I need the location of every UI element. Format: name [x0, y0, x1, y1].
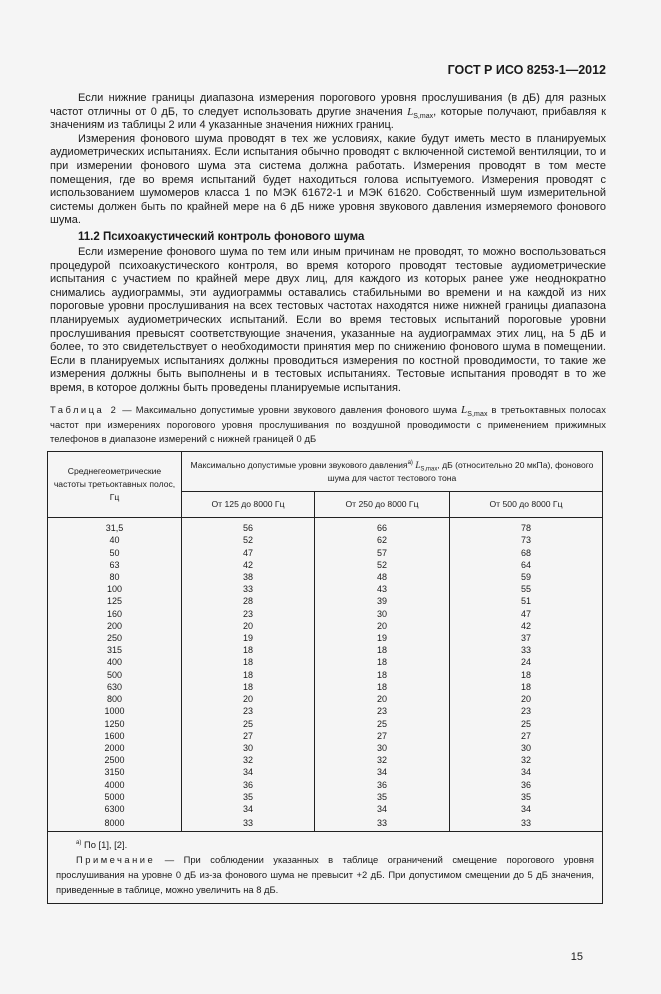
- level-cell: 73: [450, 534, 603, 546]
- level-cell: 37: [450, 632, 603, 644]
- text: Если нижние границы диапазона измерения порогового уровня прослушивания (в дБ) для разных частот отличны от 0 дБ, то следует использовать другие значения: [50, 92, 606, 118]
- noise-level-table: [47, 451, 603, 903]
- level-cell: 20: [182, 693, 315, 705]
- table-row: [48, 547, 603, 559]
- frequency-cell: 200: [48, 620, 182, 632]
- table-row: [48, 803, 603, 815]
- level-cell: 52: [315, 559, 450, 571]
- symbol: L: [415, 459, 421, 470]
- level-cell: 19: [315, 632, 450, 644]
- level-cell: 33: [182, 583, 315, 595]
- symbol-subscript: S,max: [420, 466, 438, 473]
- table-note: [56, 852, 594, 897]
- text: в третьоктавных полосах частот при измерениях порогового уровня прослушивания по воздушной проводимости с применением прижимных телефонов в диапазоне измерений с нижней границей 0 дБ: [50, 404, 606, 444]
- frequency-cell: 630: [48, 681, 182, 693]
- symbol-subscript: S,max: [413, 112, 434, 120]
- table-row: [48, 632, 603, 644]
- level-cell: 20: [182, 620, 315, 632]
- table-row: [48, 779, 603, 791]
- level-cell: 36: [315, 779, 450, 791]
- level-cell: 51: [450, 595, 603, 607]
- text: — Максимально допустимые уровни звукового давления фонового шума: [118, 404, 462, 416]
- level-cell: 34: [315, 803, 450, 815]
- frequency-cell: 3150: [48, 766, 182, 778]
- level-cell: 39: [315, 595, 450, 607]
- table-row: [48, 754, 603, 766]
- table-row: [48, 730, 603, 742]
- level-cell: 23: [315, 705, 450, 717]
- level-cell: 38: [182, 571, 315, 583]
- level-cell: 56: [182, 518, 315, 535]
- level-cell: 20: [315, 693, 450, 705]
- footnote: [56, 837, 594, 852]
- level-cell: 23: [182, 608, 315, 620]
- frequency-cell: 100: [48, 583, 182, 595]
- frequency-cell: 1250: [48, 718, 182, 730]
- document-header: ГОСТ Р ИСО 8253-1—2012: [447, 63, 606, 77]
- column-header-500: От 500 до 8000 Гц: [450, 492, 603, 518]
- frequency-cell: 5000: [48, 791, 182, 803]
- frequency-cell: 80: [48, 571, 182, 583]
- level-cell: 33: [315, 815, 450, 831]
- column-header-frequency: Среднегеометрические частоты третьоктавных полос, Гц: [48, 452, 182, 518]
- frequency-cell: 31,5: [48, 518, 182, 535]
- level-cell: 30: [315, 742, 450, 754]
- frequency-cell: 50: [48, 547, 182, 559]
- frequency-cell: 4000: [48, 779, 182, 791]
- table-label: Таблица 2: [50, 404, 119, 416]
- frequency-cell: 40: [48, 534, 182, 546]
- paragraph-psychoacoustic: Если измерение фонового шума по тем или иным причинам не проводят, то можно воспользоваться процедурой психоакустического контроля, во время которого проводят тестовые аудиометрические испытания с участием по крайней мере двух лиц, для каждого из которых ранее уже неоднократно снимались аудиограммы, эти аудиограммы оставались стабильными во времени и на каждой из них пороговые уровни прослушивания на всех тестовых частотах находятся ниже нижней границы диапазона планируемых аудиометрических испытаний. Если во время тестовых испытаний пороговые уровни прослушивания превысят соответствующие значения, указанные на аудиограммах этих лиц, на 5 дБ и более, то это свидетельствует о необходимости принятия мер по снижению фонового шума в помещении. Если в планируемых испытаниях должны проводиться измерения по костной проводимости, то такие же измерения должны быть выполнены и в тестовых испытаниях. Тестовые испытания проводят в то же время, в которое должны быть проведены планируемые испытания.: [50, 245, 606, 394]
- table-row: [48, 791, 603, 803]
- symbol: L: [407, 105, 414, 118]
- paragraph-lower-limits: [50, 92, 606, 133]
- level-cell: 33: [450, 644, 603, 656]
- frequency-cell: 160: [48, 608, 182, 620]
- level-cell: 32: [182, 754, 315, 766]
- frequency-cell: 2500: [48, 754, 182, 766]
- level-cell: 34: [450, 803, 603, 815]
- level-cell: 32: [315, 754, 450, 766]
- level-cell: 18: [315, 644, 450, 656]
- level-cell: 35: [450, 791, 603, 803]
- symbol: L: [461, 404, 468, 417]
- level-cell: 25: [182, 718, 315, 730]
- frequency-cell: 500: [48, 669, 182, 681]
- level-cell: 20: [450, 693, 603, 705]
- level-cell: 18: [182, 681, 315, 693]
- level-cell: 20: [315, 620, 450, 632]
- table-row: [48, 518, 603, 535]
- table-row: [48, 705, 603, 717]
- footnote-mark: а): [76, 839, 82, 846]
- level-cell: 23: [182, 705, 315, 717]
- level-cell: 34: [315, 766, 450, 778]
- table-row: [48, 534, 603, 546]
- column-header-125: От 125 до 8000 Гц: [182, 492, 315, 518]
- text: , которые получают, прибавляя к значениям из таблицы 2 или 4 указанные значения нижних границ.: [50, 105, 606, 132]
- table-row: [48, 742, 603, 754]
- frequency-cell: 400: [48, 656, 182, 668]
- level-cell: 28: [182, 595, 315, 607]
- frequency-cell: 2000: [48, 742, 182, 754]
- level-cell: 18: [315, 669, 450, 681]
- level-cell: 18: [450, 681, 603, 693]
- level-cell: 36: [450, 779, 603, 791]
- level-cell: 30: [450, 742, 603, 754]
- table-row: [48, 815, 603, 831]
- level-cell: 34: [182, 803, 315, 815]
- table-row: [48, 571, 603, 583]
- level-cell: 34: [450, 766, 603, 778]
- level-cell: 34: [182, 766, 315, 778]
- frequency-cell: 8000: [48, 815, 182, 831]
- level-cell: 36: [182, 779, 315, 791]
- page-content: [50, 0, 606, 994]
- level-cell: 66: [315, 518, 450, 535]
- symbol-subscript: S,max: [467, 411, 488, 419]
- paragraph-measurement: Измерения фонового шума проводят в тех же условиях, какие будут иметь место в планируемых аудиометрических испытаниях. Если испытания обычно проводят с включенной системой вентиляции, то и при измерении фонового шума эта система должна работать. Измерения проводят в том месте помещения, где во время испытаний будет находиться голова испытуемого. Измерения проводят с использованием шумомеров класса 1 по МЭК 61672-1 и МЭК 61620. Собственный шум измерительной системы должен быть по крайней мере на 6 дБ ниже уровня звукового давления измеряемого фонового шума.: [50, 132, 606, 227]
- table-notes: [48, 831, 603, 903]
- level-cell: 18: [182, 656, 315, 668]
- column-group-header: [182, 452, 603, 492]
- level-cell: 68: [450, 547, 603, 559]
- level-cell: 78: [450, 518, 603, 535]
- level-cell: 27: [182, 730, 315, 742]
- frequency-cell: 125: [48, 595, 182, 607]
- table-row: [48, 681, 603, 693]
- level-cell: 24: [450, 656, 603, 668]
- table-row: [48, 559, 603, 571]
- level-cell: 18: [450, 669, 603, 681]
- level-cell: 32: [450, 754, 603, 766]
- table-row: [48, 693, 603, 705]
- table-row: [48, 669, 603, 681]
- level-cell: 18: [182, 669, 315, 681]
- level-cell: 27: [450, 730, 603, 742]
- table-row: [48, 608, 603, 620]
- level-cell: 35: [315, 791, 450, 803]
- table-row: [48, 620, 603, 632]
- frequency-cell: 1000: [48, 705, 182, 717]
- frequency-cell: 6300: [48, 803, 182, 815]
- level-cell: 47: [182, 547, 315, 559]
- level-cell: 52: [182, 534, 315, 546]
- level-cell: 42: [182, 559, 315, 571]
- level-cell: 25: [450, 718, 603, 730]
- level-cell: 27: [315, 730, 450, 742]
- table-row: [48, 583, 603, 595]
- column-header-250: От 250 до 8000 Гц: [315, 492, 450, 518]
- section-heading: 11.2 Психоакустический контроль фонового шума: [78, 230, 365, 243]
- level-cell: 19: [182, 632, 315, 644]
- level-cell: 42: [450, 620, 603, 632]
- table-row: [48, 766, 603, 778]
- frequency-cell: 315: [48, 644, 182, 656]
- level-cell: 18: [315, 681, 450, 693]
- table-row: [48, 718, 603, 730]
- level-cell: 35: [182, 791, 315, 803]
- level-cell: 30: [182, 742, 315, 754]
- note-label: Примечание: [76, 853, 156, 865]
- body-text-upper: [50, 92, 606, 228]
- level-cell: 30: [315, 608, 450, 620]
- text: Максимально допустимые уровни звукового давления: [190, 459, 408, 470]
- level-cell: 18: [182, 644, 315, 656]
- frequency-cell: 63: [48, 559, 182, 571]
- frequency-cell: 1600: [48, 730, 182, 742]
- level-cell: 18: [315, 656, 450, 668]
- footnote-text: По [1], [2].: [83, 838, 128, 850]
- page-number: 15: [570, 950, 583, 963]
- table-body: [48, 518, 603, 831]
- footnote-ref: а): [407, 459, 413, 466]
- table-row: [48, 595, 603, 607]
- level-cell: 23: [450, 705, 603, 717]
- table-caption: [50, 403, 606, 445]
- note-text: — При соблюдении указанных в таблице ограничений смещение порогового уровня прослушивания на уровне 0 дБ из-за фонового шума не превысит +2 дБ. При допустимом смещении до 5 дБ значения, приведенные в таблице, можно увеличить на 8 дБ.: [56, 853, 594, 895]
- frequency-cell: 250: [48, 632, 182, 644]
- level-cell: 59: [450, 571, 603, 583]
- level-cell: 25: [315, 718, 450, 730]
- table-row: [48, 656, 603, 668]
- level-cell: 55: [450, 583, 603, 595]
- level-cell: 43: [315, 583, 450, 595]
- text: , дБ (относительно 20 мкПа), фонового шума для частот тестового тона: [327, 459, 594, 483]
- level-cell: 33: [450, 815, 603, 831]
- table-row: [48, 644, 603, 656]
- level-cell: 48: [315, 571, 450, 583]
- frequency-cell: 800: [48, 693, 182, 705]
- body-text-psychoacoustic: [50, 246, 606, 396]
- level-cell: 47: [450, 608, 603, 620]
- level-cell: 64: [450, 559, 603, 571]
- level-cell: 57: [315, 547, 450, 559]
- level-cell: 62: [315, 534, 450, 546]
- level-cell: 33: [182, 815, 315, 831]
